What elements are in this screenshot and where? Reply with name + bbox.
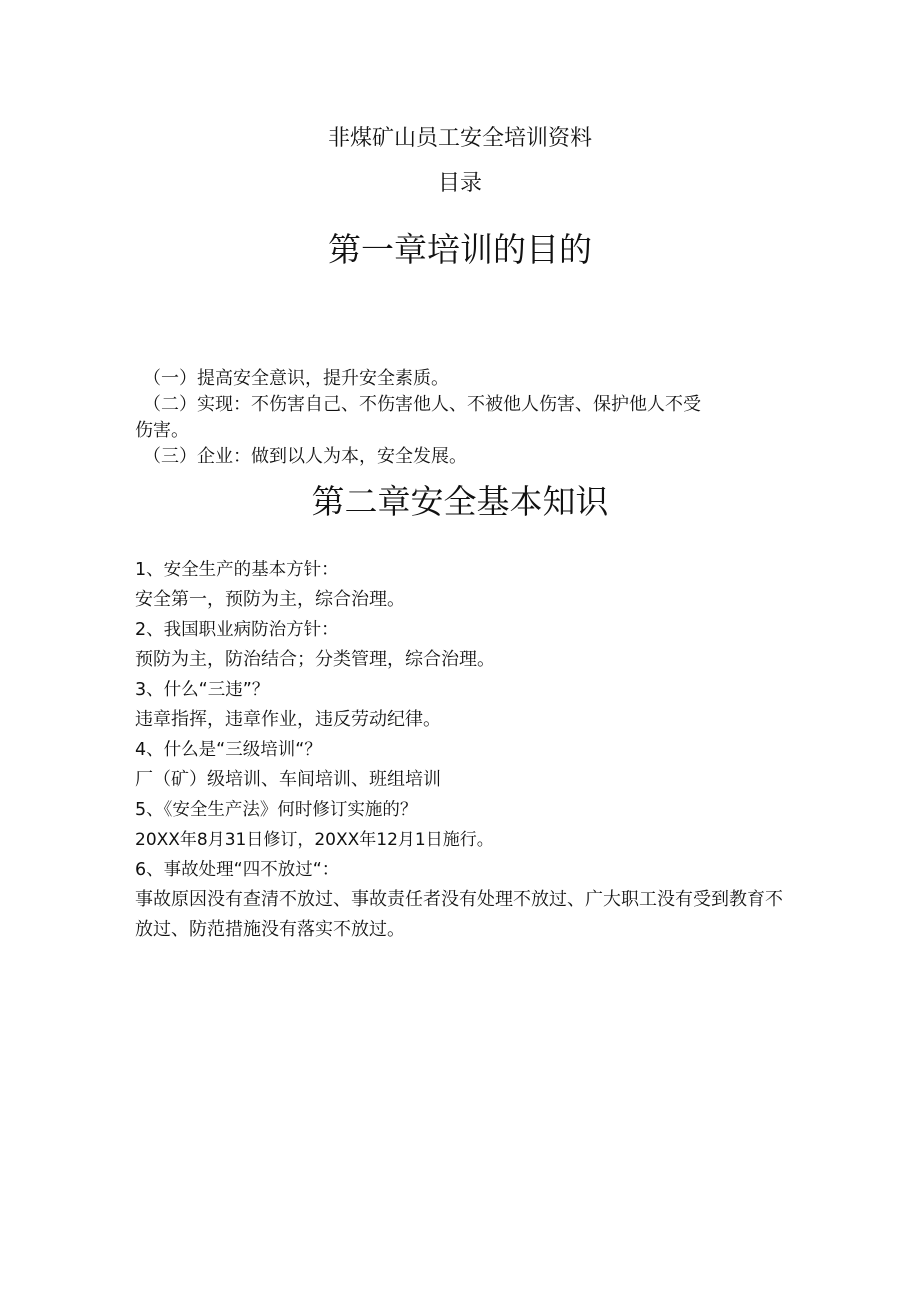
question-item: 3、什么“三违”？ (135, 680, 270, 700)
question-item: 1、安全生产的基本方针： (135, 560, 339, 580)
answer-item: 预防为主，防治结合；分类管理，综合治理。 (135, 649, 495, 670)
chapter-1-item: （一）提高安全意识，提升安全素质。 (143, 368, 449, 389)
answer-item: 违章指挥，违章作业，违反劳动纪律。 (135, 709, 441, 730)
question-item: 5、《安全生产法》何时修订实施的？ (135, 800, 418, 820)
answer-item: 20XX年8月31日修订，20XX年12月1日施行。 (135, 830, 494, 850)
chapter-2-heading: 第二章安全基本知识 (311, 482, 609, 521)
answer-item: 安全第一，预防为主，综合治理。 (135, 589, 405, 610)
answer-item: 事故原因没有查清不放过、事故责任者没有处理不放过、广大职工没有受到教育不放过、防范措施没有落实不放过。 (135, 889, 783, 940)
chapter-1-item: （二）实现：不伤害自己、不伤害他人、不被他人伤害、保护他人不受 (143, 394, 701, 415)
toc-label: 目录 (437, 171, 482, 196)
question-item: 4、什么是“三级培训“？ (135, 740, 322, 760)
chapter-1-item-continuation: 伤害。 (135, 420, 189, 441)
answer-item: 厂（矿）级培训、车间培训、班组培训 (135, 769, 441, 790)
question-item: 2、我国职业病防治方针： (135, 620, 339, 640)
document-title: 非煤矿山员工安全培训资料 (327, 126, 592, 151)
chapter-1-list (135, 366, 785, 470)
chapter-2-qa-list (135, 555, 785, 945)
chapter-1-heading: 第一章培训的目的 (328, 230, 592, 269)
chapter-1-item: （三）企业：做到以人为本，安全发展。 (143, 446, 467, 467)
question-item: 6、事故处理“四不放过“： (135, 860, 340, 880)
